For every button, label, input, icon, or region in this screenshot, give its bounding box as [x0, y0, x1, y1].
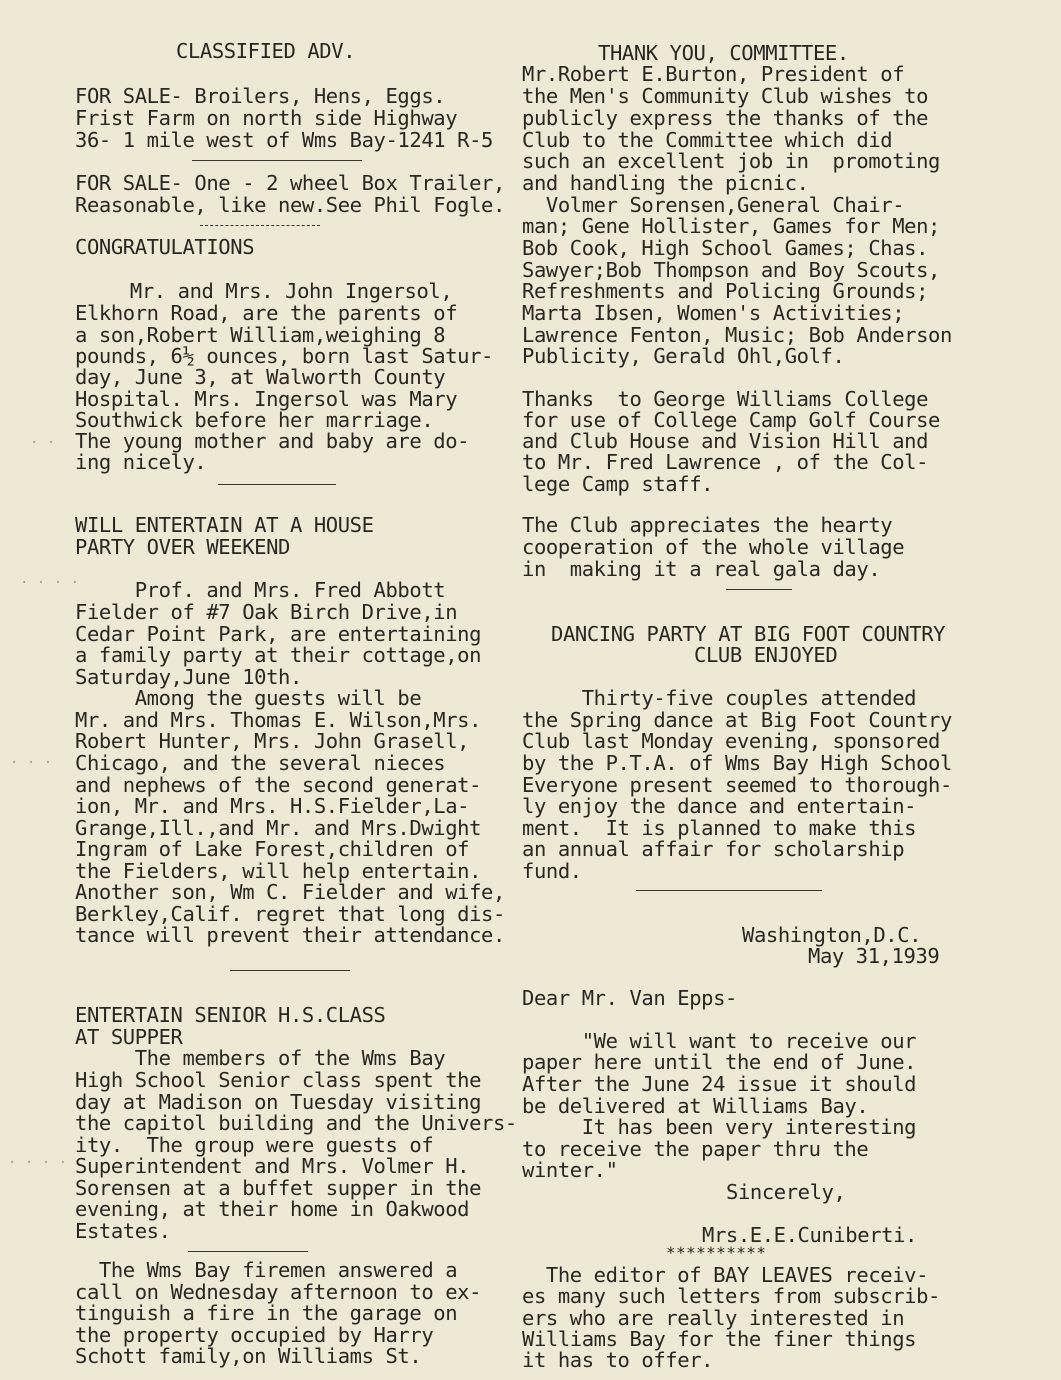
house-party-line-13: Ingram of Lake Forest,children of [75, 837, 470, 861]
margin-smudge: · · · · [20, 575, 80, 591]
divider [636, 890, 822, 891]
margin-smudge: · · · [10, 755, 53, 771]
editor-line-4: Williams Bay for the finer things [522, 1327, 917, 1351]
house-party-line-16: Berkley,Calif. regret that long dis- [75, 902, 505, 926]
editor-line-2: es many such letters from subscrib- [522, 1284, 940, 1308]
congrats-title: CONGRATULATIONS [75, 235, 255, 259]
college-line-1: Thanks to George Williams College [522, 387, 929, 411]
thanks-line-6: and handling the picnic. [522, 171, 809, 195]
ad2-line-1: FOR SALE- One - 2 wheel Box Trailer, [75, 171, 505, 195]
divider [230, 970, 350, 971]
college-line-5: lege Camp staff. [522, 472, 714, 496]
dance-line-6: ly enjoy the dance and entertain- [522, 794, 917, 818]
village-line-3: in making it a real gala day. [522, 557, 881, 581]
village-line-2: cooperation of the whole village [522, 535, 905, 559]
congrats-line-7: Southwick before her marriage. [75, 408, 434, 432]
divider [726, 589, 792, 590]
divider [200, 225, 320, 226]
divider [218, 484, 336, 485]
ad2-line-2: Reasonable, like new.See Phil Fogle. [75, 193, 505, 217]
firemen-line-4: the property occupied by Harry [75, 1323, 434, 1347]
firemen-line-2: call on Wednesday afternoon to ex- [75, 1280, 482, 1304]
house-party-line-14: the Fielders, will help entertain. [75, 859, 482, 883]
margin-smudge: · · [30, 435, 56, 451]
congrats-line-6: Hospital. Mrs. Ingersol was Mary [75, 387, 458, 411]
thanks-title: THANK YOU, COMMITTEE. [598, 41, 849, 65]
letter-line-6: to receive the paper thru the [522, 1137, 869, 1161]
senior-line-8: evening, at their home in Oakwood [75, 1197, 470, 1221]
congrats-line-8: The young mother and baby are do- [75, 429, 470, 453]
house-party-line-2: Fielder of #7 Oak Birch Drive,in [75, 600, 458, 624]
thanks-line-7: Volmer Sorensen,General Chair- [522, 193, 905, 217]
thanks-line-13: Lawrence Fenton, Music; Bob Anderson [522, 323, 952, 347]
congrats-line-1: Mr. and Mrs. John Ingersol, [106, 279, 453, 303]
dance-line-2: the Spring dance at Big Foot Country [522, 708, 952, 732]
dance-line-7: ment. It is planned to make this [522, 816, 917, 840]
dance-title-2: CLUB ENJOYED [694, 643, 838, 667]
firemen-line-1: The Wms Bay firemen answered a [75, 1258, 458, 1282]
house-party-line-4: a family party at their cottage,on [75, 643, 482, 667]
congrats-line-3: a son,Robert William,weighing 8 [75, 323, 446, 347]
thanks-line-1: Mr.Robert E.Burton, President of [522, 62, 905, 86]
editor-line-3: ers who are really interested in [522, 1306, 905, 1330]
letter-line-4: be delivered at Williams Bay. [522, 1094, 869, 1118]
congrats-line-5: day, June 3, at Walworth County [75, 365, 446, 389]
letter-line-5: It has been very interesting [522, 1115, 917, 1139]
congrats-line-2: Elkhorn Road, are the parents of [75, 301, 458, 325]
house-party-line-1: Prof. and Mrs. Fred Abbott [75, 578, 446, 602]
letter-date: May 31,1939 [808, 944, 940, 968]
thanks-line-10: Sawyer;Bob Thompson and Boy Scouts, [522, 258, 940, 282]
firemen-line-3: tinguish a fire in the garage on [75, 1301, 458, 1325]
letter-line-1: "We will want to receive our [522, 1029, 917, 1053]
thanks-line-3: publicly express the thanks of the [522, 106, 929, 130]
senior-line-2: High School Senior class spent the [75, 1068, 482, 1092]
letter-line-7: winter." [522, 1158, 618, 1182]
margin-smudge: · · · · [8, 1155, 68, 1171]
house-party-title-2: PARTY OVER WEEKEND [75, 535, 290, 559]
dance-line-4: by the P.T.A. of Wms Bay High School [522, 751, 952, 775]
divider [192, 160, 362, 161]
thanks-line-14: Publicity, Gerald Ohl,Golf. [522, 344, 845, 368]
house-party-line-5: Saturday,June 10th. [75, 665, 302, 689]
college-line-2: for use of College Camp Golf Course [522, 408, 940, 432]
house-party-line-8: Robert Hunter, Mrs. John Grasell, [75, 729, 470, 753]
thanks-line-12: Marta Ibsen, Women's Activities; [522, 301, 905, 325]
house-party-line-9: Chicago, and the several nieces [75, 751, 446, 775]
college-line-4: to Mr. Fred Lawrence , of the Col- [522, 450, 929, 474]
house-party-line-7: Mr. and Mrs. Thomas E. Wilson,Mrs. [75, 708, 482, 732]
star-divider: ********** [666, 1243, 767, 1262]
dance-line-1: Thirty-five couples attended [522, 686, 917, 710]
senior-title-2: AT SUPPER [75, 1025, 183, 1049]
congrats-line-4: pounds, 6½ ounces, born last Satur- [75, 344, 493, 368]
dance-line-9: fund. [522, 859, 582, 883]
house-party-line-11: ion, Mr. and Mrs. H.S.Fielder,La- [75, 794, 470, 818]
editor-line-5: it has to offer. [522, 1348, 714, 1372]
house-party-line-17: tance will prevent their attendance. [75, 923, 505, 947]
village-line-1: The Club appreciates the hearty [522, 513, 893, 537]
thanks-line-5: such an excellent job in promoting [522, 149, 940, 173]
dance-line-3: Club last Monday evening, sponsored [522, 729, 940, 753]
ad1-line-3: 36- 1 mile west of Wms Bay-1241 R-5 [75, 128, 493, 152]
thanks-line-11: Refreshments and Policing Grounds; [522, 279, 929, 303]
house-party-line-10: and nephews of the second generat- [75, 773, 482, 797]
letter-signature: Mrs.E.E.Cuniberti. [702, 1223, 917, 1247]
senior-line-1: The members of the Wms Bay [75, 1046, 446, 1070]
classified-title: CLASSIFIED ADV. [176, 39, 356, 63]
dance-title-1: DANCING PARTY AT BIG FOOT COUNTRY [551, 622, 946, 646]
dance-line-5: Everyone present seemed to thorough- [522, 773, 952, 797]
letter-line-2: paper here until the end of June. [522, 1050, 917, 1074]
thanks-line-8: man; Gene Hollister, Games for Men; [522, 214, 940, 238]
college-line-3: and Club House and Vision Hill and [522, 429, 929, 453]
letter-salutation: Dear Mr. Van Epps- [522, 986, 737, 1010]
thanks-line-4: Club to the Committee which did [522, 128, 893, 152]
thanks-line-9: Bob Cook, High School Games; Chas. [522, 236, 929, 260]
thanks-line-2: the Men's Community Club wishes to [522, 84, 929, 108]
senior-line-5: ity. The group were guests of [75, 1133, 434, 1157]
ad1-line-1: FOR SALE- Broilers, Hens, Eggs. [75, 84, 446, 108]
senior-line-6: Superintendent and Mrs. Volmer H. [75, 1154, 470, 1178]
congrats-line-9: ing nicely. [75, 450, 207, 474]
senior-line-3: day at Madison on Tuesday visiting [75, 1090, 482, 1114]
senior-line-9: Estates. [75, 1219, 171, 1243]
divider [188, 1251, 308, 1252]
house-party-line-12: Grange,Ill.,and Mr. and Mrs.Dwight [75, 816, 482, 840]
letter-closing: Sincerely, [726, 1180, 846, 1204]
senior-title-1: ENTERTAIN SENIOR H.S.CLASS [75, 1003, 386, 1027]
house-party-title-1: WILL ENTERTAIN AT A HOUSE [75, 513, 374, 537]
editor-line-1: The editor of BAY LEAVES receiv- [522, 1263, 929, 1287]
letter-place: Washington,D.C. [742, 923, 922, 947]
house-party-line-3: Cedar Point Park, are entertaining [75, 622, 482, 646]
firemen-line-5: Schott family,on Williams St. [75, 1344, 422, 1368]
dance-line-8: an annual affair for scholarship [522, 837, 905, 861]
senior-line-4: the capitol building and the Univers- [75, 1111, 517, 1135]
ad1-line-2: Frist Farm on north side Highway [75, 106, 458, 130]
letter-line-3: After the June 24 issue it should [522, 1072, 917, 1096]
senior-line-7: Sorensen at a buffet supper in the [75, 1176, 482, 1200]
house-party-line-15: Another son, Wm C. Fielder and wife, [75, 880, 505, 904]
house-party-line-6: Among the guests will be [75, 686, 422, 710]
